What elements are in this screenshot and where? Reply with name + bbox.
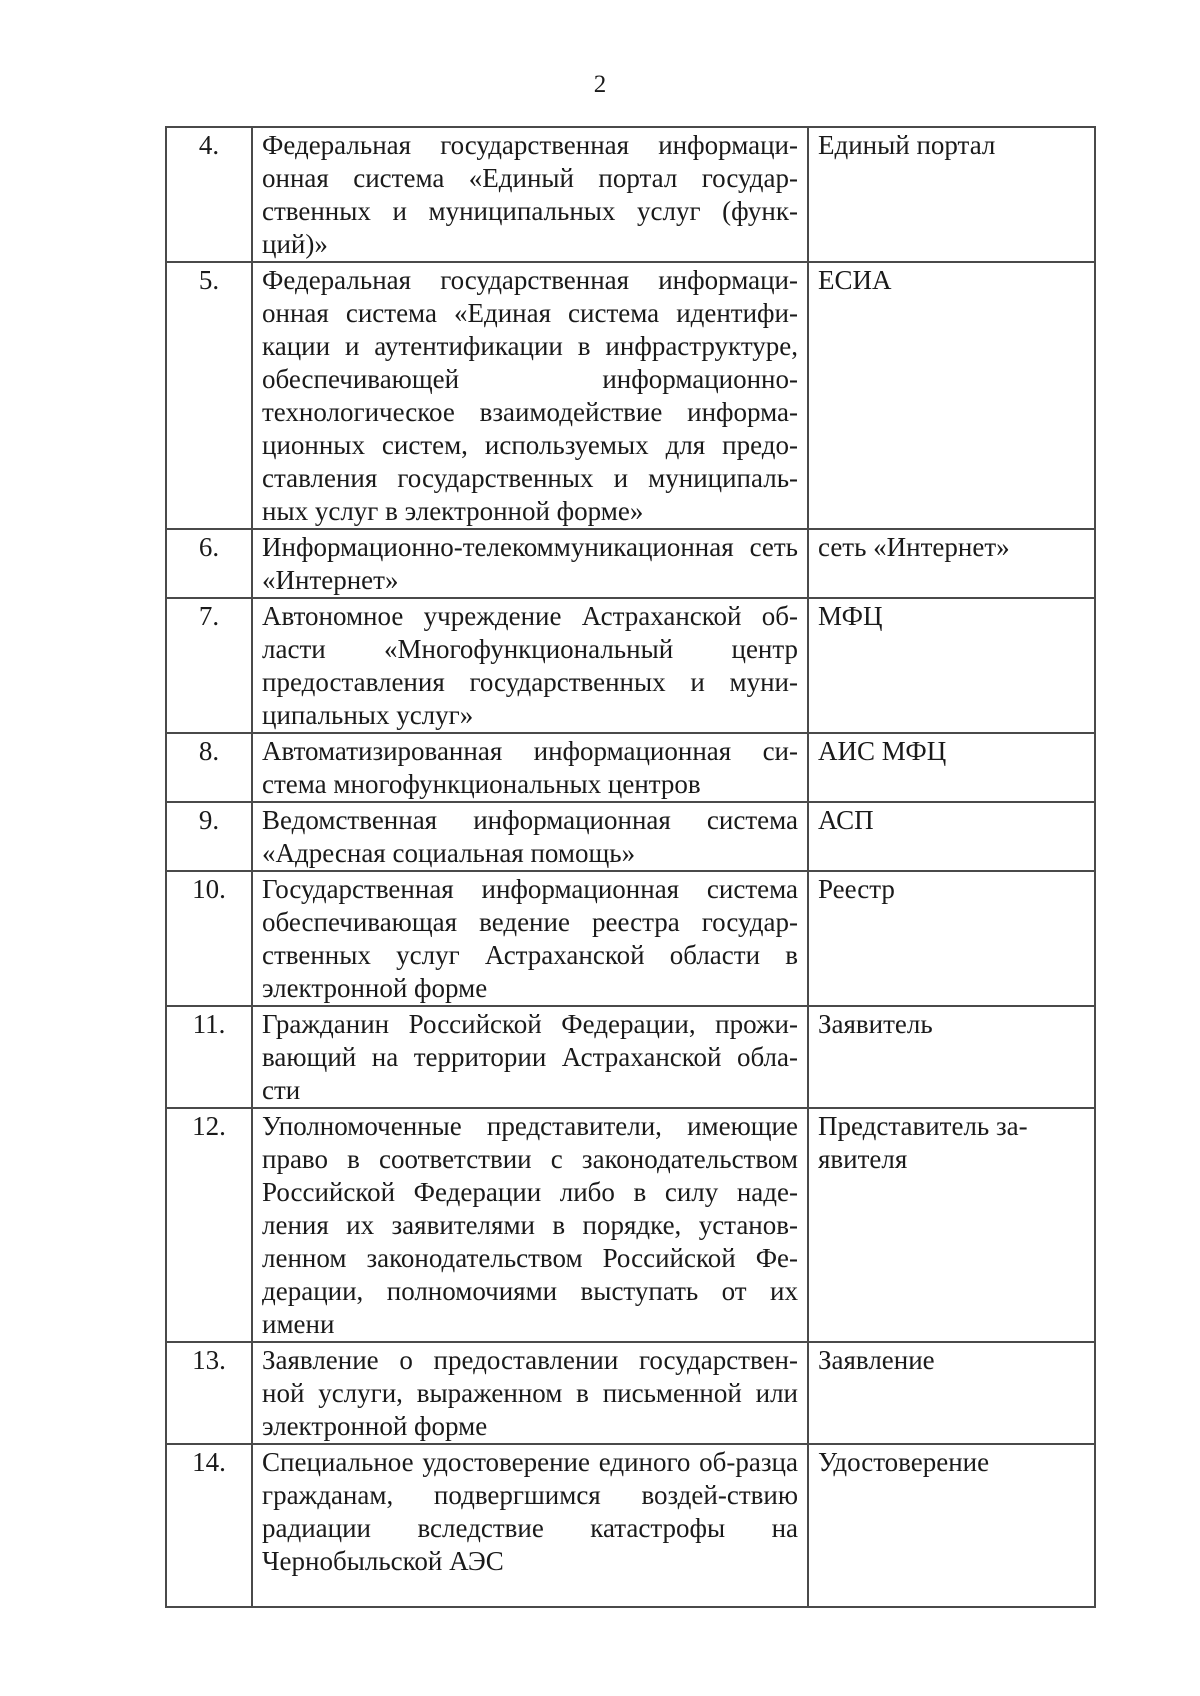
row-abbreviation: Единый портал [808,127,1095,262]
table-row [166,1108,1095,1342]
row-number: 8. [166,733,252,802]
row-definition: Ведомственная информационная система «Адресная социальная помощь» [252,802,808,871]
row-number: 6. [166,529,252,598]
row-number: 5. [166,262,252,529]
row-abbreviation: АИС МФЦ [808,733,1095,802]
row-definition: Заявление о предоставлении государствен-ной услуги, выраженном в письменной или электронной форме [252,1342,808,1444]
row-definition: Уполномоченные представители, имеющие право в соответствии с законодательством Российской Федерации либо в силу наде-ления их заявителями в порядке, установ-ленном законодательством Российской Фе-дерации, полномочиями выступать от их имени [252,1108,808,1342]
row-abbreviation: Заявитель [808,1006,1095,1108]
row-definition: Информационно-телекоммуникационная сеть «Интернет» [252,529,808,598]
row-number: 13. [166,1342,252,1444]
row-number: 4. [166,127,252,262]
row-abbreviation: сеть «Интернет» [808,529,1095,598]
row-number: 11. [166,1006,252,1108]
table-row [166,1444,1095,1607]
row-number: 14. [166,1444,252,1607]
row-abbreviation: Представитель за-явителя [808,1108,1095,1342]
row-definition: Государственная информационная система обеспечивающая ведение реестра государ-ственных услуг Астраханской области в электронной форме [252,871,808,1006]
table-row [166,262,1095,529]
row-definition: Гражданин Российской Федерации, прожи-вающий на территории Астраханской обла-сти [252,1006,808,1108]
row-number: 9. [166,802,252,871]
row-definition: Автономное учреждение Астраханской об-ласти «Многофункциональный центр предоставления государственных и муни-ципальных услуг» [252,598,808,733]
row-number: 7. [166,598,252,733]
row-abbreviation: Заявление [808,1342,1095,1444]
row-number: 12. [166,1108,252,1342]
row-abbreviation: Удостоверение [808,1444,1095,1607]
table-row [166,127,1095,262]
row-abbreviation: Реестр [808,871,1095,1006]
page-number: 2 [593,71,607,98]
table-row [166,802,1095,871]
table-row [166,529,1095,598]
row-abbreviation: МФЦ [808,598,1095,733]
table-row [166,598,1095,733]
row-definition: Федеральная государственная информаци-онная система «Единая система идентифи-кации и аутентификации в инфраструктуре, обеспечивающей информационно-технологическое взаимодействие информа-ционных систем, используемых для предо-ставления государственных и муниципаль-ных услуг в электронной форме» [252,262,808,529]
row-number: 10. [166,871,252,1006]
table-row [166,1006,1095,1108]
row-abbreviation: АСП [808,802,1095,871]
table-row [166,1342,1095,1444]
table-row [166,733,1095,802]
row-definition: Специальное удостоверение единого об-разца гражданам, подвергшимся воздей-ствию радиации вследствие катастрофы на Чернобыльской АЭС [252,1444,808,1607]
row-definition: Федеральная государственная информаци-онная система «Единый портал государ-ственных и муниципальных услуг (функ-ций)» [252,127,808,262]
row-definition: Автоматизированная информационная си-стема многофункциональных центров [252,733,808,802]
table-row [166,871,1095,1006]
row-abbreviation: ЕСИА [808,262,1095,529]
definitions-table [165,126,1096,1608]
